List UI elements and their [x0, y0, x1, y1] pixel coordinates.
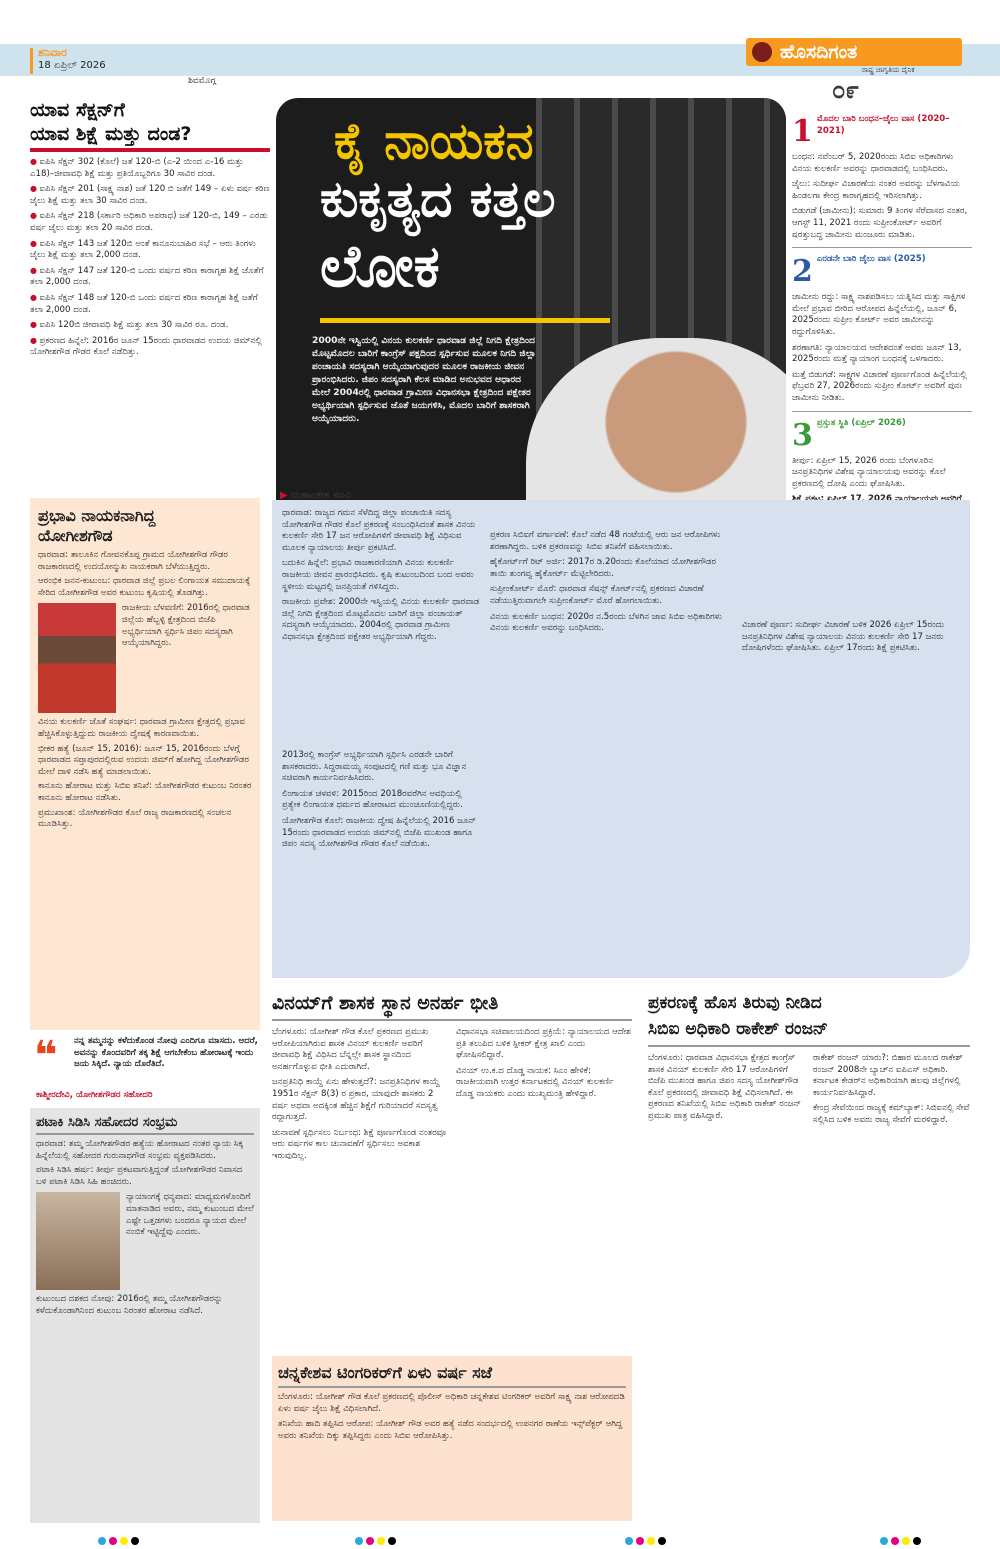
law-item-text: ಐಪಿಸಿ ಸೆಕ್ಷನ್ 302 (ಕೊಲೆ) ಜತೆ 120-ಬಿ (ಎ-2 ಯಿಂದ ಎ-16 ಮತ್ತು ಎ18)–ಜೀವಾವಧಿ ಶಿಕ್ಷೆ ಮತ್ತು ಪ್ರತಿಯೊಬ್ಬರಿಗೂ 30 ಸಾವಿರ ದಂಡ.	[30, 157, 244, 179]
yogesh-p5: ಭೀಕರ ಹತ್ಯೆ (ಜೂನ್ 15, 2016): ಜೂನ್ 15, 2016ರಂದು ಬೆಳಗ್ಗೆ ಧಾರವಾಡದ ಸಪ್ತಾಪುರದಲ್ಲಿರುವ ಉದಯ ಜಿಮ್‌ಗೆ ಹೋಗಿದ್ದ ಯೋಗೀಶಗೌಡರ ಮೇಲೆ ದಾಳಿ ನಡೆಸಿ ಹತ್ಯೆ ಮಾಡಲಾಯಿತು.	[38, 743, 249, 777]
yogesh-p4: ವಿನಯ ಕುಲಕರ್ಣಿ ಜೊತೆ ಸಂಘರ್ಷ: ಧಾರವಾಡ ಗ್ರಾಮೀಣ ಕ್ಷೇತ್ರದಲ್ಲಿ ಪ್ರಭಾವ ಹೆಚ್ಚಿಸಿಕೊಳ್ಳುತ್ತಿದ್ದುದು ರಾಜಕೀಯ ದ್ವೇಷಕ್ಕೆ ಕಾರಣವಾಯಿತು.	[38, 717, 246, 739]
bullet-icon: ●	[30, 184, 40, 194]
law-item	[30, 335, 270, 359]
byline-name: ಮಹಾಂತೇಶ ಕಣವಿ	[291, 490, 352, 501]
header-rule	[30, 48, 33, 74]
law-item-text: ಪ್ರಕರಣದ ಹಿನ್ನೆಲೆ: 2016ರ ಜೂನ್ 15ರಂದು ಧಾರವಾಡದ ಉದಯ ಜಿಮ್‌ನಲ್ಲಿ ಯೋಗೀಶಗೌಡ ಗೌಡರ ಕೊಲೆ ನಡೆದಿತ್ತು.	[30, 335, 262, 358]
bullet-icon: ●	[30, 320, 40, 330]
step-1-text-2: ಜೈಲು: ಸುದೀರ್ಘ ವಿಚಾರಣೆಯ ನಂತರ ಅವರನ್ನು ಬೆಳಗಾವಿಯ ಹಿಂಡಲಗಾ ಕೇಂದ್ರ ಕಾರಾಗೃಹದಲ್ಲಿ ಇರಿಸಲಾಗಿತ್ತು.	[792, 179, 960, 201]
tengi-p1: ಬೆಂಗಳೂರು: ಯೋಗೀಶ್ ಗೌಡ ಕೊಲೆ ಪ್ರಕರಣದಲ್ಲಿ ಪೊಲೀಸ್ ಅಧಿಕಾರಿ ಚನ್ನಕೇಶವ ಟಿಂಗರಿಕರ್ ಅವರಿಗೆ ಸಾಕ್ಷ್ಯ ನಾಶ ಆರೋಪದಡಿ ಏಳು ವರ್ಷ ಜೈಲು ಶಿಕ್ಷೆ ವಿಧಿಸಲಾಗಿದೆ.	[278, 1392, 625, 1414]
step-2-text-2: ಶರಣಾಗತಿ: ನ್ಯಾಯಾಲಯದ ಆದೇಶದಂತೆ ಅವರು ಜೂನ್ 13, 2025ರಂದು ಮತ್ತೆ ನ್ಯಾಯಾಂಗ ಬಂಧನಕ್ಕೆ ಒಳಗಾದರು.	[792, 342, 962, 365]
bio-p6: ಯೋಗೀಶಗೌಡ ಕೊಲೆ: ರಾಜಕೀಯ ದ್ವೇಷ ಹಿನ್ನೆಲೆಯಲ್ಲಿ 2016 ಜೂನ್ 15ರಂದು ಧಾರವಾಡದ ಉದಯ ಜಿಮ್‌ನಲ್ಲಿ ಬಿಜೆಪಿ ಮುಖಂಡ ಹಾಗೂ ಜಿಪಂ ಸದಸ್ಯ ಯೋಗೀಶಗೌಡ ಗೌಡರ ಕೊಲೆ ನಡೆಯಿತು.	[282, 815, 476, 850]
law-item	[30, 156, 270, 180]
brothers-p3: ನ್ಯಾಯಾಂಗಕ್ಕೆ ಧನ್ಯವಾದ: ಮಾಧ್ಯಮಗಳೊಂದಿಗೆ ಮಾತನಾಡಿದ ಅವರು, ನಮ್ಮ ಕುಟುಂಬದ ಮೇಲೆ ಎಷ್ಟೇ ಒತ್ತಡಗಳು ಬಂದರೂ ನ್ಯಾಯದ ಮೇಲೆ ನಂಬಿಕೆ ಇಟ್ಟಿದ್ದೆವು ಎಂದರು.	[126, 1192, 254, 1238]
color-marks-1	[98, 1530, 142, 1549]
step-2-title: ಎರಡನೇ ಬಾರಿ ಜೈಲು ವಾಸ (2025)	[816, 254, 926, 265]
bio2-p4: ವಿನಯ ಕುಲಕರ್ಣಿ ಬಂಧನ: 2020ರ ನ.5ರಂದು ಬೆಳಗಿನ ಜಾವ ಸಿಬಿಐ ಅಧಿಕಾರಿಗಳು ವಿನಯ ಕುಲಕರ್ಣಿ ಅವರನ್ನು ಬಂಧಿಸಿದರು.	[490, 611, 723, 634]
rakesh-p3: ಕೇಂದ್ರ ಸೇವೆಯಿಂದ ರಾಜ್ಯಕ್ಕೆ ಕಮ್‌ಬ್ಯಾಕ್: ಸಿಬಿಐನಲ್ಲಿ ಸೇವೆ ಸಲ್ಲಿಸಿದ ಬಳಿಕ ಅವರು ರಾಜ್ಯ ಸೇವೆಗೆ ಮರಳಿದ್ದಾರೆ.	[813, 1103, 970, 1125]
laws-list	[30, 156, 270, 359]
header-date: 18 ಏಪ್ರಿಲ್ 2026	[38, 60, 106, 71]
color-marks-2	[355, 1530, 399, 1549]
quote-text: ನನ್ನ ತಮ್ಮನನ್ನು ಕಳೆದುಕೊಂಡ ನೋವು ಎಂದಿಗೂ ಮಾಸದು. ಆದರೆ, ಅವನನ್ನು ಕೊಂದವರಿಗೆ ತಕ್ಕ ಶಿಕ್ಷೆ ಆಗಬೇಕೆಂಬ ಹೋರಾಟಕ್ಕೆ ಇಂದು ಜಯ ಸಿಕ್ಕಿದೆ. ನ್ಯಾಯ ದೊರೆತಿದೆ.	[74, 1036, 258, 1070]
tengi-p2: ತನಿಖೆಯ ಹಾದಿ ತಪ್ಪಿಸಿದ ಆರೋಪ: ಯೋಗೀಶ್ ಗೌಡ ಅವರ ಹತ್ಯೆ ನಡೆದ ಸಂದರ್ಭದಲ್ಲಿ ಉಪನಗರ ಠಾಣೆಯ ಇನ್ಸ್‌ಪೆಕ್ಟರ್ ಆಗಿದ್ದ ಅವರು ತನಿಖೆಯ ದಿಕ್ಕು ತಪ್ಪಿಸಿದ್ದರು ಎಂದು ಸಿಬಿಐ ಆರೋಪಿಸಿತ್ತು.	[278, 1419, 623, 1441]
bullet-icon: ●	[30, 292, 40, 302]
hero-title-2: ಕುಕೃತ್ಯದ ಕತ್ತಲ	[320, 170, 556, 228]
rakesh-title-2: ಸಿಬಿಐ ಅಧಿಕಾರಿ ರಾಕೇಶ್ ರಂಜನ್	[648, 1016, 970, 1047]
brothers-photo	[36, 1192, 120, 1290]
disq-p4: ವಿಧಾನಸಭಾ ಸಚಿವಾಲಯದಿಂದ ಪ್ರಕ್ರಿಯೆ: ನ್ಯಾಯಾಲಯದ ಆದೇಶ ಪ್ರತಿ ತಲುಪಿದ ಬಳಿಕ ಸ್ಪೀಕರ್ ಕ್ಷೇತ್ರ ಖಾಲಿ ಎಂದು ಘೋಷಿಸಲಿದ್ದಾರೆ.	[456, 1027, 631, 1061]
header-city: ಶಿವಮೊಗ್ಗ	[188, 76, 216, 86]
bio-column-3	[742, 620, 962, 655]
rakesh-title-1: ಪ್ರಕರಣಕ್ಕೆ ಹೊಸ ತಿರುವು ನೀಡಿದ	[648, 993, 822, 1013]
rakesh-p1: ಬೆಂಗಳೂರು: ಧಾರವಾಡ ವಿಧಾನಸಭಾ ಕ್ಷೇತ್ರದ ಕಾಂಗ್ರೆಸ್ ಶಾಸಕ ವಿನಯ್ ಕುಲಕರ್ಣಿ ಸೇರಿ 17 ಆರೋಪಿಗಳಿಗೆ ಬಿಜೆಪಿ ಮುಖಂಡ ಹಾಗೂ ಜಿಪಂ ಸದಸ್ಯ ಯೋಗೀಶ್‌ಗೌಡ ಕೊಲೆ ಪ್ರಕರಣದಲ್ಲಿ ಜೀವಾವಧಿ ಶಿಕ್ಷೆ ವಿಧಿಸಲಾಗಿದೆ. ಈ ಪ್ರಕರಣದ ತನಿಖೆಯಲ್ಲಿ ಸಿಬಿಐ ಅಧಿಕಾರಿ ರಾಕೇಶ್ ರಂಜನ್ ಪ್ರಮುಖ ಪಾತ್ರ ವಹಿಸಿದ್ದಾರೆ.	[648, 1053, 801, 1121]
tengi-box	[272, 1356, 632, 1521]
timeline	[792, 114, 972, 529]
quote-block	[30, 1034, 260, 1104]
yogesh-p2: ಆರಂಭಿಕ ಜನನ-ಕುಟುಂಬ: ಧಾರವಾಡ ಜಿಲ್ಲೆ ಪ್ರಬಲ ಲಿಂಗಾಯತ ಸಮುದಾಯಕ್ಕೆ ಸೇರಿದ ಯೋಗೀಶಗೌಡ ಅವರ ಕುಟುಂಬ ಕೃಷಿಯಲ್ಲಿ ತೊಡಗಿತ್ತು.	[38, 576, 251, 598]
bio-column-1b	[282, 750, 482, 851]
law-item	[30, 292, 270, 316]
bio-p5: ಲಿಂಗಾಯತ ಚಳವಳಿ: 2015ರಿಂದ 2018ರವರೆಗಿನ ಅವಧಿಯಲ್ಲಿ ಪ್ರತ್ಯೇಕ ಲಿಂಗಾಯತ ಧರ್ಮದ ಹೋರಾಟದ ಮುಂಚೂಣಿಯಲ್ಲಿದ್ದರು.	[282, 788, 463, 811]
hero-title-1: ಕೈ ನಾಯಕನ	[334, 112, 534, 170]
masthead-logo: ಹೊಸದಿಗಂತ	[746, 38, 962, 66]
disq-title: ವಿನಯ್‌ಗೆ ಶಾಸಕ ಸ್ಥಾನ ಅನರ್ಹ ಭೀತಿ	[272, 990, 632, 1021]
tengi-title: ಚನ್ನಕೇಶವ ಟಿಂಗರಿಕರ್‌ಗೆ ಏಳು ವರ್ಷ ಸಜೆ	[278, 1362, 626, 1388]
masthead-emblem-icon	[752, 42, 772, 62]
disq-p1: ಬೆಂಗಳೂರು: ಯೋಗೀಶ್ ಗೌಡ ಕೊಲೆ ಪ್ರಕರಣದ ಪ್ರಮುಖ ಆರೋಪಿಯಾಗಿರುವ ಶಾಸಕ ವಿನಯ್ ಕುಲಕರ್ಣಿ ಅವರಿಗೆ ಜೀವಾವಧಿ ಶಿಕ್ಷೆ ವಿಧಿಸಿದ ಬೆನ್ನಲ್ಲೇ ಶಾಸಕ ಸ್ಥಾನದಿಂದ ಅನರ್ಹಗೊಳ್ಳುವ ಭೀತಿ ಎದುರಾಗಿದೆ.	[272, 1027, 429, 1072]
step-1-text-3: ಬಿಡುಗಡೆ (ಜಾಮೀನು): ಸುಮಾರು 9 ತಿಂಗಳ ಸೆರೆವಾಸದ ನಂತರ, ಆಗಸ್ಟ್ 11, 2021 ರಂದು ಸುಪ್ರೀಂಕೋರ್ಟ್ ಅವರಿಗೆ ಷರತ್ತುಬದ್ಧ ಜಾಮೀನು ಮಂಜೂರು ಮಾಡಿತು.	[792, 206, 968, 240]
step-1-text: ಬಂಧನ: ನವೆಂಬರ್ 5, 2020ರಂದು ಸಿಬಿಐ ಅಧಿಕಾರಿಗಳು ವಿನಯ ಕುಲಕರ್ಣಿ ಅವರನ್ನು ಧಾರವಾಡದಲ್ಲಿ ಬಂಧಿಸಿದರು.	[792, 152, 954, 174]
step-3-title: ಪ್ರಸ್ತುತ ಸ್ಥಿತಿ (ಏಪ್ರಿಲ್ 2026)	[816, 417, 906, 428]
hero-intro: 2000ನೇ ಇಸ್ವಿಯಲ್ಲಿ ವಿನಯ ಕುಲಕರ್ಣಿ ಧಾರವಾಡ ಜಿಲ್ಲೆ ನಿಗದಿ ಕ್ಷೇತ್ರದಿಂದ ಮೊಟ್ಟಮೊದಲ ಬಾರಿಗೆ ಕಾಂಗ್ರೆಸ್ ಪಕ್ಷದಿಂದ ಸ್ಪರ್ಧಿಸುವ ಮೂಲಕ ನಿಗದಿ ಜಿಲ್ಲಾ ಪಂಚಾಯತಿ ಸದಸ್ಯರಾಗಿ ಆಯ್ಕೆಯಾಗುವುದರ ಮೂಲಕ ರಾಜಕೀಯ ಜೀವನ ಪ್ರಾರಂಭಿಸಿದರು. ಜಿಪಂ ಸದಸ್ಯರಾಗಿ ಕೆಲಸ ಮಾಡಿದ ಅನುಭವದ ಆಧಾರದ ಮೇಲೆ 2004ರಲ್ಲಿ ಧಾರವಾಡ ಗ್ರಾಮೀಣ ವಿಧಾನಸಭಾ ಕ್ಷೇತ್ರದಿಂದ ಪಕ್ಷೇತರ ಅಭ್ಯರ್ಥಿಯಾಗಿ ಸ್ಪರ್ಧಿಸುವ ಜೊತೆ ಜಯಗಳಿಸಿ, ಮೊದಲ ಬಾರಿಗೆ ಶಾಸಕರಾಗಿ ಆಯ್ಕೆಯಾದರು.	[312, 335, 536, 424]
bio2-p1: ಪ್ರಕರಣ ಸಿಬಿಐಗೆ ವರ್ಗಾವಣೆ: ಕೊಲೆ ನಡೆದ 48 ಗಂಟೆಯಲ್ಲಿ ಆರು ಜನ ಆರೋಪಿಗಳು ಶರಣಾಗಿದ್ದರು. ಬಳಿಕ ಪ್ರಕರಣವನ್ನು ಸಿಬಿಐ ತನಿಖೆಗೆ ವಹಿಸಲಾಯಿತು.	[490, 530, 721, 552]
brothers-title: ಪಟಾಕಿ ಸಿಡಿಸಿ ಸಹೋದರ ಸಂಭ್ರಮ	[36, 1114, 254, 1135]
bio-p3: ರಾಜಕೀಯ ಪ್ರವೇಶ: 2000ನೇ ಇಸ್ವಿಯಲ್ಲಿ ವಿನಯ ಕುಲಕರ್ಣಿ ಧಾರವಾಡ ಜಿಲ್ಲೆ ನಿಗದಿ ಕ್ಷೇತ್ರದಿಂದ ಮೊಟ್ಟಮೊದಲ ಬಾರಿಗೆ ಜಿಲ್ಲಾ ಪಂಚಾಯತ್ ಸದಸ್ಯರಾಗಿ ಆಯ್ಕೆಯಾದರು. 2004ರಲ್ಲಿ ಧಾರವಾಡ ಗ್ರಾಮೀಣ ವಿಧಾನಸಭಾ ಕ್ಷೇತ್ರದಿಂದ ಪಕ್ಷೇತರ ಅಭ್ಯರ್ಥಿಯಾಗಿ ಗೆದ್ದರು.	[282, 597, 480, 642]
law-item-text: ಐಪಿಸಿ ಸೆಕ್ಷನ್ 148 ಜತೆ 120-ಬಿ ಒಂದು ವರ್ಷದ ಕಠಿಣ ಕಾರಾಗೃಹ ಶಿಕ್ಷೆ ಜತೆಗೆ ತಲಾ 2,000 ದಂಡ.	[30, 292, 258, 315]
brothers-box	[30, 1108, 260, 1523]
bio-p4: 2013ರಲ್ಲಿ ಕಾಂಗ್ರೆಸ್ ಅಭ್ಯರ್ಥಿಯಾಗಿ ಸ್ಪರ್ಧಿಸಿ ಎರಡನೇ ಬಾರಿಗೆ ಶಾಸಕರಾದರು. ಸಿದ್ದರಾಮಯ್ಯ ಸಂಪುಟದಲ್ಲಿ ಗಣಿ ಮತ್ತು ಭೂ ವಿಜ್ಞಾನ ಸಚಿವರಾಗಿ ಕಾರ್ಯನಿರ್ವಹಿಸಿದರು.	[282, 750, 467, 784]
step-3-number: 3	[792, 417, 813, 453]
byline	[280, 490, 460, 501]
law-item-text: ಐಪಿಸಿ ಸೆಕ್ಷನ್ 143 ಜತೆ 120ಬಿ ಅಂತೆ ಕಾನೂನುಬಾಹಿರ ಸಭೆ – ಆರು ತಿಂಗಳು ಜೈಲು ಶಿಕ್ಷೆ ಮತ್ತು ತಲಾ 2,000 ದಂಡ.	[30, 238, 256, 261]
law-item	[30, 265, 270, 289]
timeline-step-1	[792, 114, 972, 149]
bio-column-1	[282, 508, 482, 644]
laws-section	[30, 98, 270, 362]
color-marks-3	[625, 1530, 669, 1549]
yogesh-photo-row	[38, 603, 252, 713]
bullet-icon: ●	[30, 335, 40, 345]
bullet-icon: ●	[30, 238, 40, 248]
rakesh-p2: ರಾಕೇಶ್ ರಂಜನ್ ಯಾರು?: ಬಿಹಾರ ಮೂಲದ ರಾಕೇಶ್ ರಂಜನ್ 2008ನೇ ಬ್ಯಾಚ್‌ನ ಐಪಿಎಸ್ ಅಧಿಕಾರಿ. ಕರ್ನಾಟಕ ಕೇಡರ್‌ನ ಅಧಿಕಾರಿಯಾಗಿ ಹಲವು ಜಿಲ್ಲೆಗಳಲ್ಲಿ ಕಾರ್ಯನಿರ್ವಹಿಸಿದ್ದಾರೆ.	[813, 1053, 963, 1098]
disq-p3: ಚುನಾವಣೆ ಸ್ಪರ್ಧಿಸಲು ನಿರ್ಬಂಧ: ಶಿಕ್ಷೆ ಪೂರ್ಣಗೊಂಡ ನಂತರವೂ ಆರು ವರ್ಷಗಳ ಕಾಲ ಚುನಾವಣೆಗೆ ಸ್ಪರ್ಧಿಸಲು ಅವಕಾಶ ಇರುವುದಿಲ್ಲ.	[272, 1127, 447, 1161]
law-item	[30, 210, 270, 234]
step-3-text: ತೀರ್ಪು: ಏಪ್ರಿಲ್ 15, 2026 ರಂದು ಬೆಂಗಳೂರಿನ ಜನಪ್ರತಿನಿಧಿಗಳ ವಿಶೇಷ ನ್ಯಾಯಾಲಯವು ಅವರನ್ನು ಕೊಲೆ ಪ್ರಕರಣದಲ್ಲಿ ದೋಷಿ ಎಂದು ಘೋಷಿಸಿತು.	[792, 455, 946, 489]
yogesh-p6: ಕಾನೂನು ಹೋರಾಟ ಮತ್ತು ಸಿಬಿಐ ತನಿಖೆ: ಯೋಗೀಶಗೌಡರ ಕುಟುಂಬ ನಿರಂತರ ಕಾನೂನು ಹೋರಾಟ ನಡೆಸಿತು.	[38, 781, 252, 803]
law-item-text: ಐಪಿಸಿ ಸೆಕ್ಷನ್ 147 ಜತೆ 120-ಬಿ ಒಂದು ವರ್ಷದ ಕಠಿಣ ಕಾರಾಗೃಹ ಶಿಕ್ಷೆ ಜೊತೆಗೆ ತಲಾ 2,000 ದಂಡ.	[30, 265, 264, 288]
rakesh-article	[648, 990, 970, 1127]
quote-author: ಕಾಶ್ಮೀರದೇವಿ, ಯೋಗೀಶಗೌಡರ ಸಹೋದರಿ	[36, 1090, 153, 1100]
bullet-icon: ●	[30, 157, 40, 166]
yogesh-p3: ರಾಜಕೀಯ ಬೆಳವಣಿಗೆ: 2016ರಲ್ಲಿ ಧಾರವಾಡ ಜಿಲ್ಲೆಯ ಹೆಬ್ಬಳ್ಳಿ ಕ್ಷೇತ್ರದಿಂದ ಬಿಜೆಪಿ ಅಭ್ಯರ್ಥಿಯಾಗಿ ಸ್ಪರ್ಧಿಸಿ ಜಿಪಂ ಸದಸ್ಯರಾಗಿ ಆಯ್ಕೆಯಾಗಿದ್ದರು.	[122, 603, 250, 649]
color-marks-4	[880, 1530, 924, 1549]
laws-title-2: ಯಾವ ಶಿಕ್ಷೆ ಮತ್ತು ದಂಡ?	[30, 123, 192, 145]
step-1-title: ಮೊದಲ ಬಾರಿ ಬಂಧನ–ಜೈಲು ವಾಸ (2020–2021)	[816, 114, 950, 136]
step-2-text-3: ಮತ್ತೆ ಬಿಡುಗಡೆ: ಸಾಕ್ಷ್ಯಗಳ ವಿಚಾರಣೆ ಪೂರ್ಣಗೊಂಡ ಹಿನ್ನೆಲೆಯಲ್ಲಿ ಫೆಬ್ರವರಿ 27, 2026ರಂದು ಸುಪ್ರೀಂ ಕೋರ್ಟ್ ಅವರಿಗೆ ಪುನಃ ಜಾಮೀನು ನೀಡಿತು.	[792, 369, 967, 403]
bio-p2: ಬದುಕಿನ ಹಿನ್ನೆಲೆ: ಪ್ರಭಾವಿ ರಾಜಕಾರಣಿಯಾಗಿ ವಿನಯ ಕುಲಕರ್ಣಿ ರಾಜಕೀಯ ಜೀವನ ಪ್ರಾರಂಭಿಸಿದರು. ಕೃಷಿ ಕುಟುಂಬದಿಂದ ಬಂದ ಅವರು ಸ್ಥಳೀಯ ಮಟ್ಟದಲ್ಲಿ ಜನಪ್ರಿಯತೆ ಗಳಿಸಿದ್ದರು.	[282, 558, 474, 592]
law-item-text: ಐಪಿಸಿ 120ಬಿ ಜೀವಾವಧಿ ಶಿಕ್ಷೆ ಮತ್ತು ತಲಾ 30 ಸಾವಿರ ರೂ. ದಂಡ.	[39, 320, 229, 331]
rakesh-col-1	[648, 1053, 805, 1127]
disq-columns	[272, 1027, 632, 1163]
yogesh-box	[30, 498, 260, 1030]
masthead	[740, 34, 968, 104]
bullet-icon: ●	[30, 211, 40, 221]
laws-rule	[30, 148, 270, 152]
brothers-photo-row	[36, 1192, 254, 1290]
bio2-p3: ಸುಪ್ರೀಂಕೋರ್ಟ್ ಮೊರೆ: ಧಾರವಾಡ ಸೆಷನ್ಸ್ ಕೋರ್ಟ್‌ನಲ್ಲಿ ಪ್ರಕರಣದ ವಿಚಾರಣೆ ನಡೆಯುತ್ತಿರುವಾಗಲೇ ಸುಪ್ರೀಂಕೋರ್ಟ್ ಮೊರೆ ಹೋಗಲಾಯಿತು.	[490, 584, 704, 606]
laws-title-1: ಯಾವ ಸೆಕ್ಷನ್‌ಗೆ	[30, 99, 125, 121]
header-day: ಶನಿವಾರ	[38, 46, 67, 59]
page-number: ೦೯	[832, 76, 859, 104]
quote-icon: ❝	[34, 1033, 58, 1079]
timeline-divider	[792, 411, 972, 412]
yogesh-title-1: ಪ್ರಭಾವಿ ನಾಯಕನಾಗಿದ್ದ	[38, 506, 156, 525]
law-item-text: ಐಪಿಸಿ ಸೆಕ್ಷನ್ 218 (ಸರ್ಕಾರಿ ಅಧಿಕಾರಿ ಅಪರಾಧ) ಜತೆ 120-ಬಿ, 149 – ಎರಡು ವರ್ಷ ಜೈಲು ಮತ್ತು ತಲಾ 20 ಸಾವಿರ ದಂಡ.	[30, 211, 268, 233]
brothers-p1: ಧಾರವಾಡ: ತಮ್ಮ ಯೋಗೀಶಗೌಡರ ಹತ್ಯೆಯ ಹೋರಾಟದ ನಂತರ ನ್ಯಾಯ ಸಿಕ್ಕ ಹಿನ್ನೆಲೆಯಲ್ಲಿ ಸಹೋದರ ಗುರುನಾಥಗೌಡ ಸಂಭ್ರಮ ವ್ಯಕ್ತಪಡಿಸಿದರು.	[36, 1139, 244, 1161]
step-2-number: 2	[792, 254, 813, 290]
hero-underline	[320, 318, 610, 323]
bio-p1: ಧಾರವಾಡ: ರಾಜ್ಯದ ಗಮನ ಸೆಳೆದಿದ್ದ ಜಿಲ್ಲಾ ಪಂಚಾಯಿತಿ ಸದಸ್ಯ ಯೋಗೀಶಗೌಡ ಗೌಡರ ಕೊಲೆ ಪ್ರಕರಣಕ್ಕೆ ಸಂಬಂಧಿಸಿದಂತೆ ಶಾಸಕ ವಿನಯ ಕುಲಕರ್ಣಿ ಸೇರಿ 17 ಜನ ಆರೋಪಿಗಳಿಗೆ ಜೀವಾವಧಿ ಶಿಕ್ಷೆ ವಿಧಿಸುವ ಮೂಲಕ ನ್ಯಾಯಾಲಯ ತೀರ್ಪು ಪ್ರಕಟಿಸಿದೆ.	[282, 508, 476, 553]
timeline-divider	[792, 247, 972, 248]
timeline-step-2	[792, 254, 972, 289]
yogesh-p7: ಪ್ರಮುಖಾಂಶ: ಯೋಗೀಶಗೌಡರ ಕೊಲೆ ರಾಜ್ಯ ರಾಜಕಾರಣದಲ್ಲಿ ಸಂಚಲನ ಮೂಡಿಸಿತ್ತು.	[38, 807, 232, 830]
yogesh-photo	[38, 603, 116, 713]
step-1-number: 1	[792, 114, 813, 149]
law-item-text: ಐಪಿಸಿ ಸೆಕ್ಷನ್ 201 (ಸಾಕ್ಷ್ಯ ನಾಶ) ಜತೆ 120 ಬಿ ಜತೆಗೆ 149 – ಏಳು ವರ್ಷ ಕಠಿಣ ಜೈಲು ಶಿಕ್ಷೆ ಮತ್ತು ತಲಾ 30 ಸಾವಿರ ದಂಡ.	[30, 184, 270, 206]
brothers-p4: ಕುಟುಂಬದ ದಶಕದ ನೋವು: 2016ರಲ್ಲಿ ತಮ್ಮ ಯೋಗೀಶಗೌಡರನ್ನು ಕಳೆದುಕೊಂಡಾಗಿನಿಂದ ಕುಟುಂಬ ನಿರಂತರ ಹೋರಾಟ ನಡೆಸಿದೆ.	[36, 1294, 223, 1316]
bullet-icon: ●	[30, 265, 40, 275]
timeline-step-3	[792, 418, 972, 453]
step-2-text: ಜಾಮೀನು ರದ್ದು: ಸಾಕ್ಷ್ಯ ನಾಶಪಡಿಸಲು ಯತ್ನಿಸಿದ ಮತ್ತು ಸಾಕ್ಷಿಗಳ ಮೇಲೆ ಪ್ರಭಾವ ಬೀರಿದ ಆರೋಪದ ಹಿನ್ನೆಲೆಯಲ್ಲಿ, ಜೂನ್ 6, 2025ರಂದು ಸುಪ್ರೀಂ ಕೋರ್ಟ್ ಅವರ ಜಾಮೀನನ್ನು ರದ್ದುಗೊಳಿಸಿತು.	[792, 292, 966, 337]
law-item	[30, 183, 270, 207]
yogesh-title-2: ಯೋಗೀಶಗೌಡ	[38, 526, 113, 545]
law-item	[30, 319, 270, 332]
disq-col-1	[272, 1027, 448, 1163]
law-item	[30, 238, 270, 262]
hero-title-3: ಲೋಕ	[320, 232, 440, 300]
bio2-p5: ವಿಚಾರಣೆ ಪೂರ್ಣ: ಸುದೀರ್ಘ ವಿಚಾರಣೆ ಬಳಿಕ 2026 ಏಪ್ರಿಲ್ 15ರಂದು ಜನಪ್ರತಿನಿಧಿಗಳ ವಿಶೇಷ ನ್ಯಾಯಾಲಯ ವಿನಯ ಕುಲಕರ್ಣಿ ಸೇರಿ 17 ಜನರು ದೋಷಿಗಳೆಂದು ಘೋಷಿಸಿತು. ಏಪ್ರಿಲ್ 17ರಂದು ಶಿಕ್ಷೆ ಪ್ರಕಟಿಸಿತು.	[742, 620, 945, 654]
disq-p2: ಜನಪ್ರತಿನಿಧಿ ಕಾಯ್ದೆ ಏನು ಹೇಳುತ್ತದೆ?: ಜನಪ್ರತಿನಿಧಿಗಳ ಕಾಯ್ದೆ 1951ರ ಸೆಕ್ಷನ್ 8(3) ರ ಪ್ರಕಾರ, ಯಾವುದೇ ಶಾಸಕರು 2 ವರ್ಷ ಅಥವಾ ಅದಕ್ಕಿಂತ ಹೆಚ್ಚಿನ ಶಿಕ್ಷೆಗೆ ಗುರಿಯಾದರೆ ಸದಸ್ಯತ್ವ ರದ್ದಾಗುತ್ತದೆ.	[272, 1077, 440, 1123]
yogesh-p1: ಧಾರವಾಡ: ತಾಲೂಕಿನ ಗೋವನಕೊಪ್ಪ ಗ್ರಾಮದ ಯೋಗೀಶಗೌಡ ಗೌಡರ ರಾಜಕಾರಣದಲ್ಲಿ ಉದಯೋನ್ಮುಖ ನಾಯಕರಾಗಿ ಬೆಳೆಯುತ್ತಿದ್ದರು.	[38, 550, 228, 572]
bio2-p2: ಹೈಕೋರ್ಟ್‌ಗೆ ರಿಟ್ ಅರ್ಜಿ: 2017ರ ಡಿ.20ರಂದು ಕೊಲೆಯಾದ ಯೋಗೀಶಗೌಡರ ತಾಯಿ ತುಂಗವ್ವ ಹೈಕೋರ್ಟ್ ಮೆಟ್ಟಿಲೇರಿದರು.	[490, 557, 717, 579]
disq-col-2	[456, 1027, 632, 1163]
bio-column-2	[490, 530, 730, 635]
disq-article	[272, 990, 632, 1163]
brothers-p2: ಪಟಾಕಿ ಸಿಡಿಸಿ ಹರ್ಷ: ತೀರ್ಪು ಪ್ರಕಟವಾಗುತ್ತಿದ್ದಂತೆ ಯೋಗೀಶಗೌಡರ ನಿವಾಸದ ಬಳಿ ಪಟಾಕಿ ಸಿಡಿಸಿ ಸಿಹಿ ಹಂಚಿದರು.	[36, 1165, 243, 1187]
rakesh-col-2	[813, 1053, 970, 1127]
masthead-tagline: ರಾಷ್ಟ್ರ ಜಾಗೃತಿಯ ದೈನಿಕ	[862, 66, 915, 74]
byline-marker-icon: ▶	[280, 490, 288, 501]
disq-p5: ವಿನಯ್ ಉ.ಕ.ದ ದೊಡ್ಡ ನಾಯಕ: ಸಿಎಂ ಹೇಳಿಕೆ: ರಾಜಕೀಯವಾಗಿ ಉತ್ತರ ಕರ್ನಾಟಕದಲ್ಲಿ ವಿನಯ್ ಕುಲಕರ್ಣಿ ದೊಡ್ಡ ನಾಯಕರು ಎಂದು ಮುಖ್ಯಮಂತ್ರಿ ಹೇಳಿದ್ದಾರೆ.	[456, 1065, 614, 1099]
rakesh-columns	[648, 1053, 970, 1127]
